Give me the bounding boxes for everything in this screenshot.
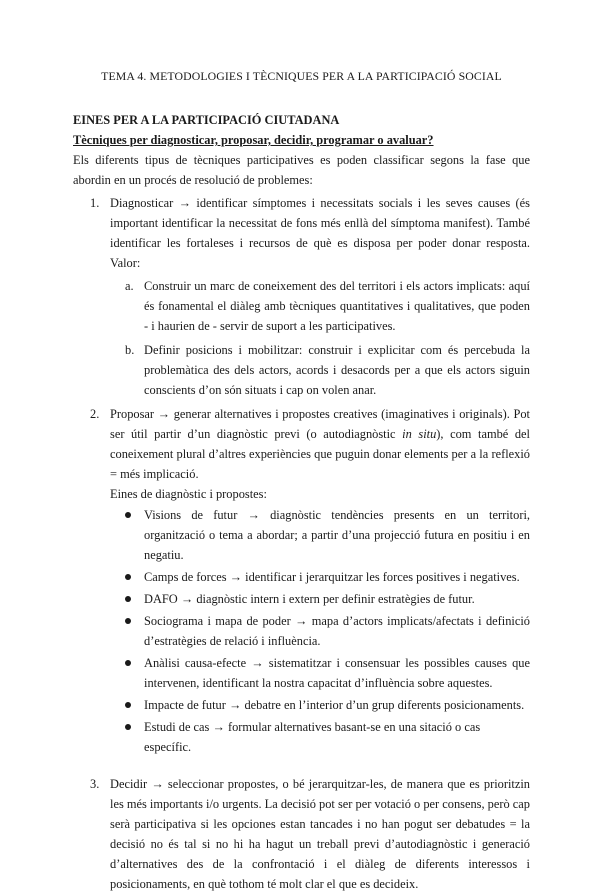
technique-list xyxy=(73,193,530,894)
bullet-dot-icon xyxy=(125,574,131,580)
document-title: TEMA 4. METODOLOGIES I TÈCNIQUES PER A LA PARTICIPACIÓ SOCIAL xyxy=(101,69,502,83)
sub-list xyxy=(110,276,530,400)
bullet-item xyxy=(110,611,530,651)
bullet-text: Anàlisi causa-efecte → sistematitzar i consensuar les possibles causes que intervenen, identificant la nostra capacitat d’influència sobre aquestes. xyxy=(144,656,530,690)
sub-item-mark: b. xyxy=(125,343,135,357)
italic-text: in situ xyxy=(402,427,437,441)
bullet-item xyxy=(110,505,530,565)
text-part: ), com també del coneixement plural d’altres experiències que puguin donar elements per a la reflexió = més implicació. xyxy=(110,427,530,481)
bullet-dot-icon xyxy=(125,618,131,624)
bullet-text: Sociograma i mapa de poder → mapa d’actors implicats/afectats i definició d’estratègies de relació i influència. xyxy=(144,614,530,648)
bullet-item xyxy=(110,653,530,693)
list-item-proposar xyxy=(73,404,530,757)
bullet-text: DAFO → diagnòstic intern i extern per definir estratègies de futur. xyxy=(144,592,475,606)
sub-item-mark: a. xyxy=(125,279,134,293)
bullet-dot-icon xyxy=(125,702,131,708)
list-number: 2. xyxy=(90,407,100,421)
bullet-text: Estudi de cas → formular alternatives basant-se en una sitació o cas específic. xyxy=(144,720,481,754)
bullet-dot-icon xyxy=(125,660,131,666)
list-item-text xyxy=(110,404,530,484)
list-item-text: Decidir → seleccionar propostes, o bé jerarquitzar-les, de manera que es prioritzin les més importants i/o urgents. La decisió pot ser per votació o per consens, però cap serà participativa si les opciones estan tancades i no han pogut ser debatudes = la decisió no és tal si no hi ha hagut un treball previ d’autodiagnòstic i generació d’alternatives des de la confrontació i el diàleg de diferents interessos i posicionaments, en què tothom té molt clar el que es decideix. xyxy=(110,777,530,891)
intro-paragraph: Els diferents tipus de tècniques participatives es poden classificar segons la fase que abordin en un procés de resolució de problemes: xyxy=(73,153,530,187)
list-item-decidir xyxy=(73,774,530,894)
bullet-dot-icon xyxy=(125,596,131,602)
sub-item xyxy=(110,340,530,400)
bullet-item xyxy=(110,717,530,757)
bullet-item xyxy=(110,695,530,715)
list-number: 3. xyxy=(90,777,100,791)
sub-item-text: Definir posicions i mobilitzar: construir i explicitar com és percebuda la problemàtica des dels actors, acords i desacords per a que els actors siguin conscients d’on són situats i cap on volen anar. xyxy=(144,343,530,397)
bullet-dot-icon xyxy=(125,724,131,730)
list-item-text: Diagnosticar → identificar símptomes i necessitats socials i les seves causes (és important identificar la necessitat de fons més enllà del símptoma manifest). També identificar les fortaleses i recursos de què es disposa per poder donar resposta. Valor: xyxy=(110,196,530,270)
bullet-dot-icon xyxy=(125,512,131,518)
list-item-diagnosticar xyxy=(73,193,530,400)
bullet-text: Impacte de futur → debatre en l’interior d’un grup diferents posicionaments. xyxy=(144,698,525,712)
bullet-list xyxy=(110,505,530,757)
text-part: Proposar → generar alternatives i propostes creatives (imaginatives i originals). Pot ser útil partir d’un diagnòstic previ (o autodiagnòstic xyxy=(110,407,530,441)
bullet-item xyxy=(110,589,530,609)
sub-item xyxy=(110,276,530,336)
sub-item-text: Construir un marc de coneixement des del territori i els actors implicats: aquí és fonamental el diàleg amb tècniques quantitatives i qualitatives, que poden - i haurien de - servir de suport a les participatives. xyxy=(144,279,530,333)
bullet-item xyxy=(110,567,530,587)
bullet-text: Visions de futur → diagnòstic tendències presents en un territori, organització o tema a abordar; a partir d’una projecció futura en positiu i en negatiu. xyxy=(144,508,530,562)
list-number: 1. xyxy=(90,196,100,210)
eines-label: Eines de diagnòstic i propostes: xyxy=(110,487,267,501)
subheading: Tècniques per diagnosticar, proposar, decidir, programar o avaluar? xyxy=(73,133,434,147)
bullet-text: Camps de forces → identificar i jerarquitzar les forces positives i negatives. xyxy=(144,570,520,584)
section-heading: EINES PER A LA PARTICIPACIÓ CIUTADANA xyxy=(73,113,340,127)
